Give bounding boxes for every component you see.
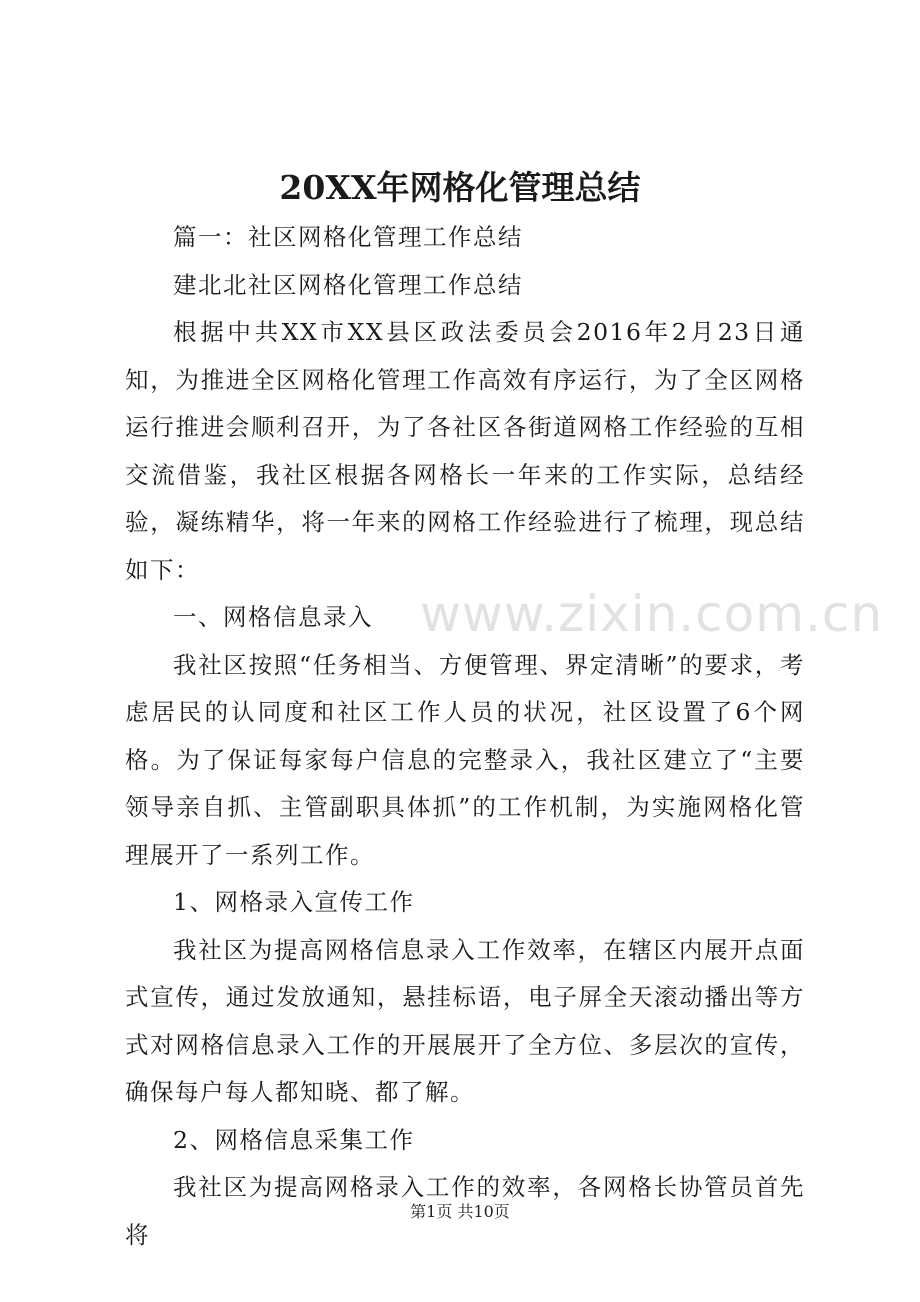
document-title: 20XX年网格化管理总结 bbox=[279, 168, 641, 207]
watermark: www.zixin.com.cn bbox=[420, 585, 884, 643]
paragraph-heading-1-2: 2、网格信息采集工作 bbox=[173, 1125, 415, 1154]
paragraph-grid-setup: 我社区按照“任务相当、方便管理、界定清晰”的要求，考虑居民的认同度和社区工作人员的状况，社区设置了6个网格。为了保证每家每户信息的完整录入，我社区建立了“主要领导亲自抓、主管副职具体抓”的工作机制，为实施网格化管理展开了一系列工作。 bbox=[125, 650, 805, 869]
paragraph-heading-1: 一、网格信息录入 bbox=[173, 603, 373, 631]
page-footer: 第1页 共10页 bbox=[410, 1202, 510, 1221]
paragraph-publicity: 我社区为提高网格信息录入工作效率，在辖区内展开点面式宣传，通过发放通知，悬挂标语，电子屏全天滚动播出等方式对网格信息录入工作的开展展开了全方位、多层次的宣传，确保每户每人都知晓、都了解。 bbox=[125, 935, 805, 1106]
document-body bbox=[125, 214, 805, 1259]
paragraph-collection: 我社区为提高网格录入工作的效率，各网格长协管员首先将 bbox=[125, 1173, 805, 1249]
paragraph-subtitle: 建北北社区网格化管理工作总结 bbox=[173, 270, 523, 299]
paragraph-heading-1-1: 1、网格录入宣传工作 bbox=[173, 888, 415, 916]
paragraph-intro: 根据中共XX市XX县区政法委员会2016年2月23日通知，为推进全区网格化管理工作高效有序运行，为了全区网格运行推进会顺利召开，为了各社区各街道网格工作经验的互相交流借鉴，我社区根据各网格长一年来的工作实际，总结经验，凝练精华，将一年来的网格工作经验进行了梳理，现总结如下： bbox=[125, 318, 805, 584]
paragraph-section-heading: 篇一：社区网格化管理工作总结 bbox=[173, 223, 523, 251]
